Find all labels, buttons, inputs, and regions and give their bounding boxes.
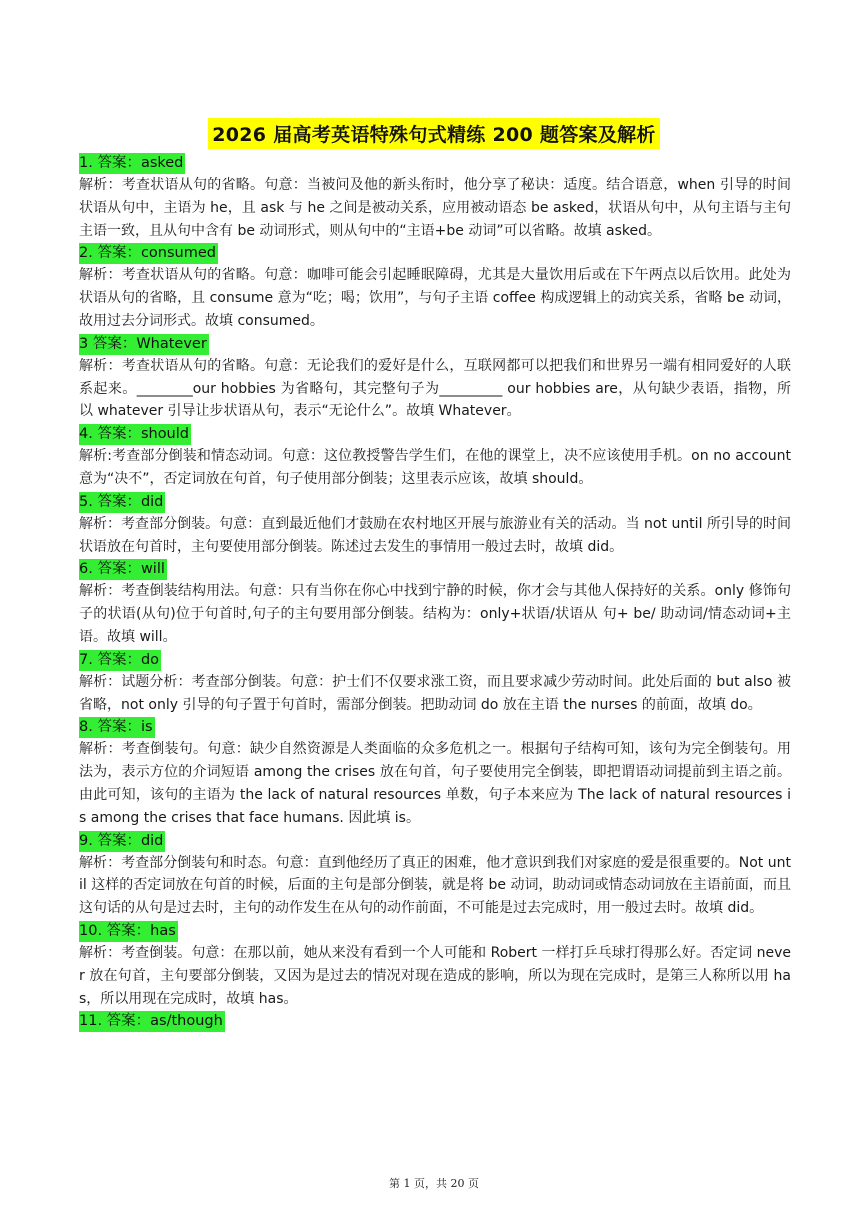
list-item <box>79 491 791 559</box>
answer-label: 1. 答案：asked <box>79 153 185 174</box>
answer-label: 3 答案：Whatever <box>79 334 209 355</box>
list-item <box>79 649 791 717</box>
answer-label: 7. 答案：do <box>79 650 161 671</box>
explanation-text: 解析：试题分析：考查部分倒装。句意：护士们不仅要求涨工资，而且要求减少劳动时间。此处后面的 but also 被省略，not only 引导的句子置于句首时，需部分倒装。把助动词 do 放在主语 the nurses 的前面，故填 do。 <box>79 673 791 713</box>
explanation-text: 解析：考查倒装。句意：在那以前，她从来没有看到一个人可能和 Robert 一样打乒乓球打得那么好。否定词 never 放在句首，主句要部分倒装，又因为是过去的情况对现在造成的影响，所以为现在完成时，是第三人称所以用 has，所以用现在完成时，故填 has。 <box>79 944 791 1007</box>
answer-label: 4. 答案：should <box>79 424 191 445</box>
explanation-text: 解析：考查状语从句的省略。句意：咖啡可能会引起睡眠障碍，尤其是大量饮用后或在下午两点以后饮用。此处为状语从句的省略，且 consume 意为“吃；喝；饮用”，与句子主语 coffee 构成逻辑上的动宾关系，省略 be 动词，故用过去分词形式。故填 consumed。 <box>79 267 791 329</box>
answers-list <box>79 152 791 1032</box>
explanation-text: 解析：考查状语从句的省略。句意：当被问及他的新头衔时，他分享了秘诀：适度。结合语意，when 引导的时间状语从句中，主语为 he，且 ask 与 he 之间是被动关系，应用被动语态 be asked，状语从句中，从句主语与主句主语一致，且从句中含有 be 动词形式，则从句中的“主语+be 动词”可以省略。故填 asked。 <box>79 177 791 239</box>
explanation-text: 解析：考查倒装句。句意：缺少自然资源是人类面临的众多危机之一。根据句子结构可知，该句为完全倒装句。用法为，表示方位的介词短语 among the crises 放在句首，句子要使用完全倒装，即把谓语动词提前到主语之前。由此可知，该句的主语为 the lack of natural resources 单数，句子本来应为 The lack of natural resources is among the crises that face humans. 因此填 is。 <box>79 741 791 826</box>
explanation-text: 解析：考查部分倒装。句意：直到最近他们才鼓励在农村地区开展与旅游业有关的活动。当 not until 所引导的时间状语放在句首时，主句要使用部分倒装。陈述过去发生的事情用一般过去时，故填 did。 <box>79 515 791 555</box>
explanation-text: 解析：考查部分倒装句和时态。句意：直到他经历了真正的困难，他才意识到我们对家庭的爱是很重要的。Not until 这样的否定词放在句首的时候，后面的主句是部分倒装，就是将 be 动词，助动词或情态动词放在主语前面，而且这句话的从句是过去时，主句的动作发生在从句的动作前面，不可能是过去完成时，用一般过去时。故填 did。 <box>79 854 791 917</box>
list-item <box>79 152 791 242</box>
explanation-text: 解析:考查部分倒装和情态动词。句意：这位教授警告学生们，在他的课堂上，决不应该使用手机。on no account 意为“决不”，否定词放在句首，句子使用部分倒装；这里表示应该，故填 should。 <box>79 448 791 487</box>
list-item <box>79 716 791 829</box>
answer-label: 2. 答案：consumed <box>79 243 218 264</box>
answer-label: 10. 答案：has <box>79 921 178 942</box>
answer-label: 11. 答案：as/though <box>79 1011 225 1032</box>
answer-label: 5. 答案：did <box>79 492 165 513</box>
list-item <box>79 423 791 491</box>
list-item <box>79 920 791 1010</box>
explanation-text: 解析：考查倒装结构用法。句意：只有当你在你心中找到宁静的时候，你才会与其他人保持好的关系。only 修饰句子的状语(从句)位于句首时,句子的主句要用部分倒装。结构为：only+状语/状语从 句+ be/ 助动词/情态动词+主语。故填 will。 <box>79 583 791 645</box>
title-container <box>0 118 868 149</box>
answer-label: 8. 答案：is <box>79 717 155 738</box>
page-title: 2026 届高考英语特殊句式精练 200 题答案及解析 <box>208 118 660 149</box>
list-item <box>79 242 791 332</box>
explanation-text: 解析：考查状语从句的省略。句意：无论我们的爱好是什么，互联网都可以把我们和世界另一端有相同爱好的人联系起来。________our hobbies 为省略句，其完整句子为_________ our hobbies are，从句缺少表语，指物，所以 whatever 引导让步状语从句，表示“无论什么”。故填 Whatever。 <box>79 357 791 420</box>
list-item <box>79 333 791 423</box>
answer-label: 9. 答案：did <box>79 831 165 852</box>
answer-label: 6. 答案：will <box>79 559 167 580</box>
list-item <box>79 830 791 920</box>
page-footer: 第 1 页，共 20 页 <box>389 1177 479 1190</box>
list-item <box>79 1010 791 1032</box>
list-item <box>79 558 791 648</box>
